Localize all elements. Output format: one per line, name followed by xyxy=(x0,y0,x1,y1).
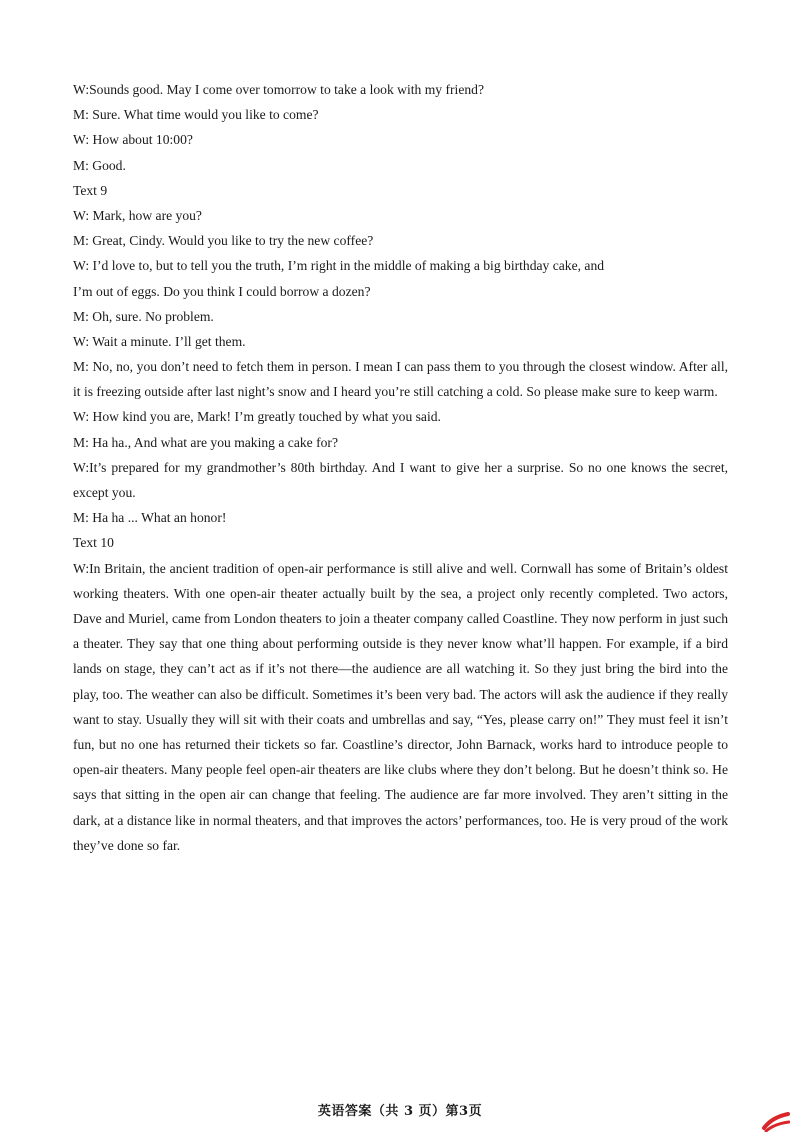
dialogue-line: M: Oh, sure. No problem. xyxy=(73,308,214,324)
dialogue-line: W: Wait a minute. I’ll get them. xyxy=(73,333,246,349)
transcript-body xyxy=(73,77,728,858)
page-footer: 英语答案（共 3 页）第3页 xyxy=(317,1104,483,1119)
dialogue-line: I’m out of eggs. Do you think I could borrow a dozen? xyxy=(73,283,371,299)
dialogue-line: W: How about 10:00? xyxy=(73,132,193,148)
dialogue-line: W: Mark, how are you? xyxy=(73,207,202,223)
section-heading-text-9: Text 9 xyxy=(73,182,108,198)
red-mark-icon xyxy=(760,1106,790,1132)
dialogue-line: M: Good. xyxy=(73,157,126,173)
dialogue-paragraph: M: No, no, you don’t need to fetch them in person. I mean I can pass them to you through the closest window. After all, it is freezing outside after last night’s snow and I heard you’re still catching a cold. So please make sure to keep warm. xyxy=(73,359,728,400)
dialogue-line: M: Ha ha ... What an honor! xyxy=(73,510,227,526)
dialogue-line: W: How kind you are, Mark! I’m greatly touched by what you said. xyxy=(73,409,441,425)
dialogue-line: M: Great, Cindy. Would you like to try the new coffee? xyxy=(73,233,374,249)
dialogue-line: M: Sure. What time would you like to come? xyxy=(73,107,319,123)
monologue-paragraph: W:In Britain, the ancient tradition of open-air performance is still alive and well. Cornwall has some of Britain’s oldest working theaters. With one open-air theater actually built by the sea, a project only recently completed. Two actors, Dave and Muriel, came from London theaters to join a theater company called Coastline. They now perform in just such a theater. They say that one thing about performing outside is they never know what’ll happen. For example, if a bird lands on stage, they can’t act as if it’s not there—the audience are all watching it. So they just bring the bird into the play, too. The weather can also be difficult. Sometimes it’s been very bad. The actors will ask the audience if they really want to stay. Usually they will sit with their coats and umbrellas and say, “Yes, please carry on!” They must feel it isn’t fun, but no one has returned their tickets so far. Coastline’s director, John Barnack, works hard to introduce people to open-air theaters. Many people feel open-air theaters are like clubs where they don’t belong. But he doesn’t think so. He says that sitting in the open air can change that feeling. The audience are far more involved. They aren’t sitting in the dark, at a distance like in normal theaters, and that improves the actors’ performances, too. He is very proud of the work they’ve done so far. xyxy=(73,560,728,853)
dialogue-paragraph: W:It’s prepared for my grandmother’s 80th birthday. And I want to give her a surprise. So no one knows the secret, except you. xyxy=(73,459,728,501)
dialogue-line: W:Sounds good. May I come over tomorrow to take a look with my friend? xyxy=(73,82,484,97)
dialogue-line: W: I’d love to, but to tell you the truth, I’m right in the middle of making a big birthday cake, and xyxy=(73,258,605,274)
section-heading-text-10: Text 10 xyxy=(73,535,114,551)
dialogue-line: M: Ha ha., And what are you making a cake for? xyxy=(73,434,338,450)
